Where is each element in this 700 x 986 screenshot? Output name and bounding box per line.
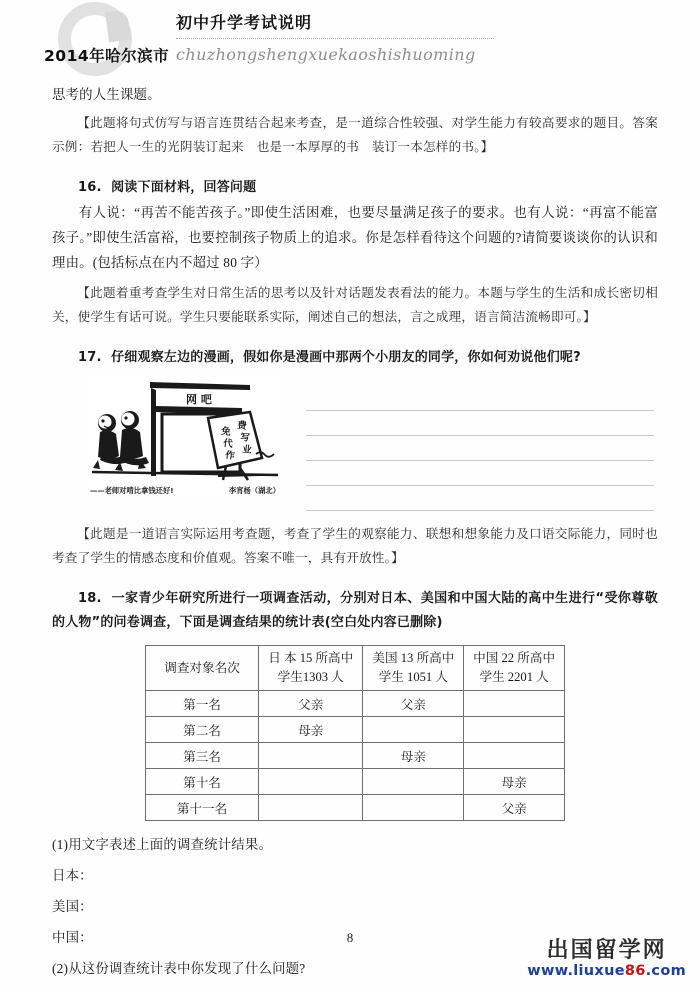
comic-board-line5: 写	[239, 432, 251, 444]
table-header-usa: 美国 13 所高中 学生 1051 人	[363, 646, 464, 691]
question-18-text: 一家青少年研究所进行一项调查活动，分别对日本、美国和中国大陆的高中生进行“受你尊敬的人物”的问卷调查，下面是调查结果的统计表(空白处内容已删除)	[52, 591, 658, 630]
survey-table-wrapper	[52, 645, 658, 821]
question-18-label-japan: 日本：	[52, 868, 93, 883]
page-content	[0, 82, 700, 981]
watermark-url-suffix: .com	[645, 962, 686, 979]
question-18-number: 18.	[78, 591, 102, 606]
comic-shop-sign-label: 网 吧	[186, 393, 212, 406]
table-cell-rank: 第一名	[146, 691, 259, 717]
header-title-block	[176, 10, 496, 64]
comic-drawing-icon	[90, 376, 280, 488]
table-cell-china	[464, 743, 565, 769]
survey-table	[145, 645, 565, 821]
comic-caption-author: 李宵杨（湖北）	[228, 486, 280, 495]
table-cell-japan: 父亲	[259, 691, 363, 717]
comic-illustration	[90, 376, 280, 494]
answer-line[interactable]	[306, 411, 654, 436]
page-header	[0, 0, 700, 82]
comic-board-line3: 作	[224, 450, 236, 462]
page-number: 8	[346, 930, 354, 945]
table-cell-japan	[259, 743, 363, 769]
question-16-text: 有人说：“再苦不能苦孩子。”即使生活困难，也要尽量满足孩子的要求。也有人说：“再富不能富孩子。”即使生活富裕，也要控制孩子物质上的追求。你是怎样看待这个问题的?请简要谈谈你的认识和理由。(包括标点在内不超过 80 字）	[52, 205, 658, 270]
table-row	[146, 795, 565, 821]
answer-line[interactable]	[306, 486, 654, 511]
question-16-heading	[52, 176, 658, 200]
question-17-note: 【此题是一道语言实际运用考查题，考查了学生的观察能力、联想和想象能力及口语交际能力，同时也考查了学生的情感态度和价值观。答案不唯一，具有开放性。】	[52, 526, 658, 565]
table-cell-china	[464, 717, 565, 743]
watermark-url-prefix: www.liuxue	[527, 962, 625, 979]
table-row	[146, 769, 565, 795]
table-cell-rank: 第三名	[146, 743, 259, 769]
table-cell-usa	[363, 769, 464, 795]
survey-table-head	[146, 646, 565, 691]
table-cell-usa: 父亲	[363, 691, 464, 717]
note-previous-question: 【此题将句式仿写与语言连贯结合起来考查，是一道综合性较强、对学生能力有较高要求的题目。答案示例：若把人一生的光阴装订起来 也是一本厚厚的书 装订一本怎样的书。】	[52, 115, 658, 154]
table-row	[146, 691, 565, 717]
comic-caption-text: ——老师对啃比拿钱还好!	[90, 486, 174, 495]
table-cell-usa	[363, 795, 464, 821]
question-16-heading-text: 阅读下面材料，回答问题	[111, 180, 257, 195]
header-divider	[176, 37, 494, 39]
question-17-number: 17.	[78, 350, 102, 365]
question-16-note: 【此题着重考查学生对日常生活的思考以及针对话题发表看法的能力。本题与学生的生活和成长密切相关，使学生有话可说。学生只要能联系实际，阐述自己的想法，言之成理，语言简洁流畅即可。】	[52, 285, 658, 324]
comic-board-line2: 代	[222, 438, 234, 450]
table-row	[146, 717, 565, 743]
header-pinyin: chuzhongshengxuekaoshishuoming	[176, 45, 476, 64]
comic-board-line6: 业	[241, 444, 253, 456]
table-row	[146, 743, 565, 769]
answer-line[interactable]	[306, 386, 654, 411]
watermark-url-accent: 86	[624, 962, 646, 979]
survey-table-body	[146, 691, 565, 821]
comic-board-line1: 免	[220, 426, 232, 438]
watermark-site-name: 出国留学网	[546, 937, 667, 963]
comic-board-line4: 费	[236, 420, 248, 432]
table-cell-rank: 第十一名	[146, 795, 259, 821]
table-cell-usa	[363, 717, 464, 743]
table-cell-japan: 母亲	[259, 717, 363, 743]
page-title: 初中升学考试说明	[176, 13, 313, 32]
carryover-text: 思考的人生课题。	[52, 87, 161, 102]
table-cell-rank: 第十名	[146, 769, 259, 795]
question-17-answer-area[interactable]	[306, 376, 654, 511]
question-18-label-usa: 美国：	[52, 899, 93, 914]
table-cell-china: 父亲	[464, 795, 565, 821]
table-header-china: 中国 22 所高中 学生 2201 人	[464, 646, 565, 691]
header-city-year: 2014年哈尔滨市	[44, 47, 170, 65]
table-cell-japan	[259, 769, 363, 795]
comic-caption	[90, 486, 280, 496]
question-17-heading	[52, 346, 658, 370]
answer-line[interactable]	[306, 461, 654, 486]
question-18-sub1: (1)用文字表述上面的调查统计结果。	[52, 837, 273, 852]
question-17-text: 仔细观察左边的漫画，假如你是漫画中那两个小朋友的同学，你如何劝说他们呢?	[111, 350, 581, 365]
site-watermark	[527, 937, 686, 979]
table-cell-usa: 母亲	[363, 743, 464, 769]
question-18-label-china: 中国：	[52, 930, 93, 945]
watermark-url	[527, 964, 686, 979]
question-17-comic-row	[52, 376, 658, 511]
question-18-heading	[52, 587, 658, 635]
table-header-rank: 调查对象名次	[146, 646, 259, 691]
table-header-japan: 日 本 15 所高中 学生1303 人	[259, 646, 363, 691]
question-18-sub2: (2)从这份调查统计表中你发现了什么问题?	[52, 961, 306, 976]
table-cell-china	[464, 691, 565, 717]
table-cell-rank: 第二名	[146, 717, 259, 743]
table-cell-japan	[259, 795, 363, 821]
question-16-number: 16.	[78, 180, 102, 195]
table-header-row	[146, 646, 565, 691]
answer-line[interactable]	[306, 436, 654, 461]
table-cell-china: 母亲	[464, 769, 565, 795]
